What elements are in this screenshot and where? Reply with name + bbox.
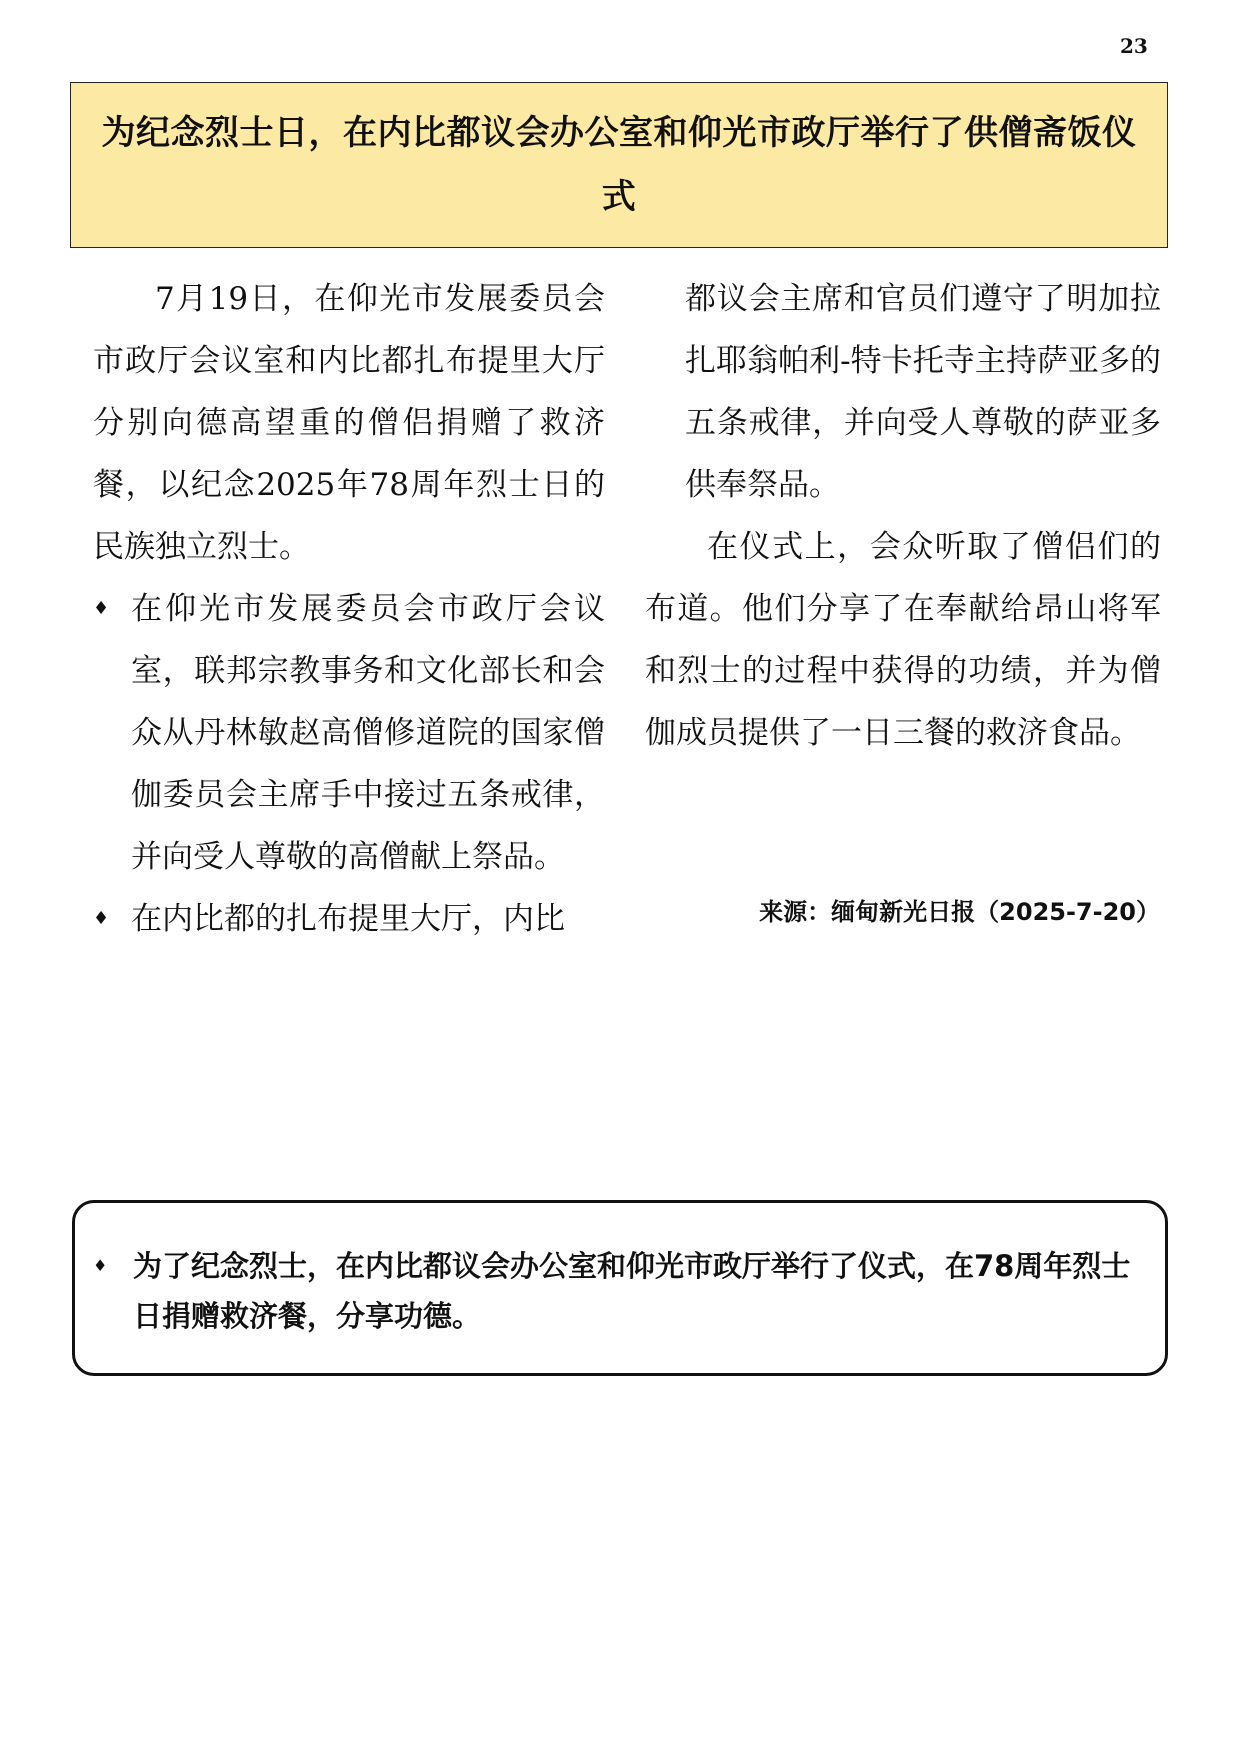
diamond-bullet-icon: ♦	[93, 598, 110, 619]
right-column	[645, 268, 1161, 764]
summary-item	[93, 1241, 1147, 1341]
source-citation: 来源：缅甸新光日报（2025-7-20）	[759, 898, 1160, 926]
bullet-text-naypyitaw: 在内比都的扎布提里大厅，内比	[131, 901, 565, 937]
diamond-bullet-icon: ♦	[93, 908, 110, 929]
summary-box	[72, 1200, 1168, 1376]
bullet-item-naypyitaw	[93, 888, 605, 950]
bullet-item-yangon	[93, 578, 605, 888]
left-column	[93, 268, 605, 950]
continuation-paragraph: 都议会主席和官员们遵守了明加拉扎耶翁帕利-特卡托寺主持萨亚多的五条戒律，并向受人尊敬的萨亚多供奉祭品。	[685, 281, 1161, 503]
diamond-bullet-icon: ♦	[93, 1256, 108, 1275]
article-title: 为纪念烈士日，在内比都议会办公室和仰光市政厅举行了供僧斋饭仪式	[101, 113, 1137, 217]
title-box	[70, 82, 1168, 248]
page-number: 23	[1120, 34, 1148, 58]
summary-text: 为了纪念烈士，在内比都议会办公室和仰光市政厅举行了仪式，在78周年烈士日捐赠救济餐，分享功德。	[133, 1249, 1131, 1333]
bullet-text-yangon: 在仰光市发展委员会市政厅会议室，联邦宗教事务和文化部长和会众从丹林敏赵高僧修道院的国家僧伽委员会主席手中接过五条戒律，并向受人尊敬的高僧献上祭品。	[131, 591, 605, 875]
ceremony-paragraph: 在仪式上，会众听取了僧侣们的布道。他们分享了在奉献给昂山将军和烈士的过程中获得的功绩，并为僧伽成员提供了一日三餐的救济食品。	[645, 529, 1161, 751]
intro-paragraph: 7月19日，在仰光市发展委员会市政厅会议室和内比都扎布提里大厅分别向德高望重的僧侣捐赠了救济餐，以纪念2025年78周年烈士日的民族独立烈士。	[93, 281, 605, 565]
